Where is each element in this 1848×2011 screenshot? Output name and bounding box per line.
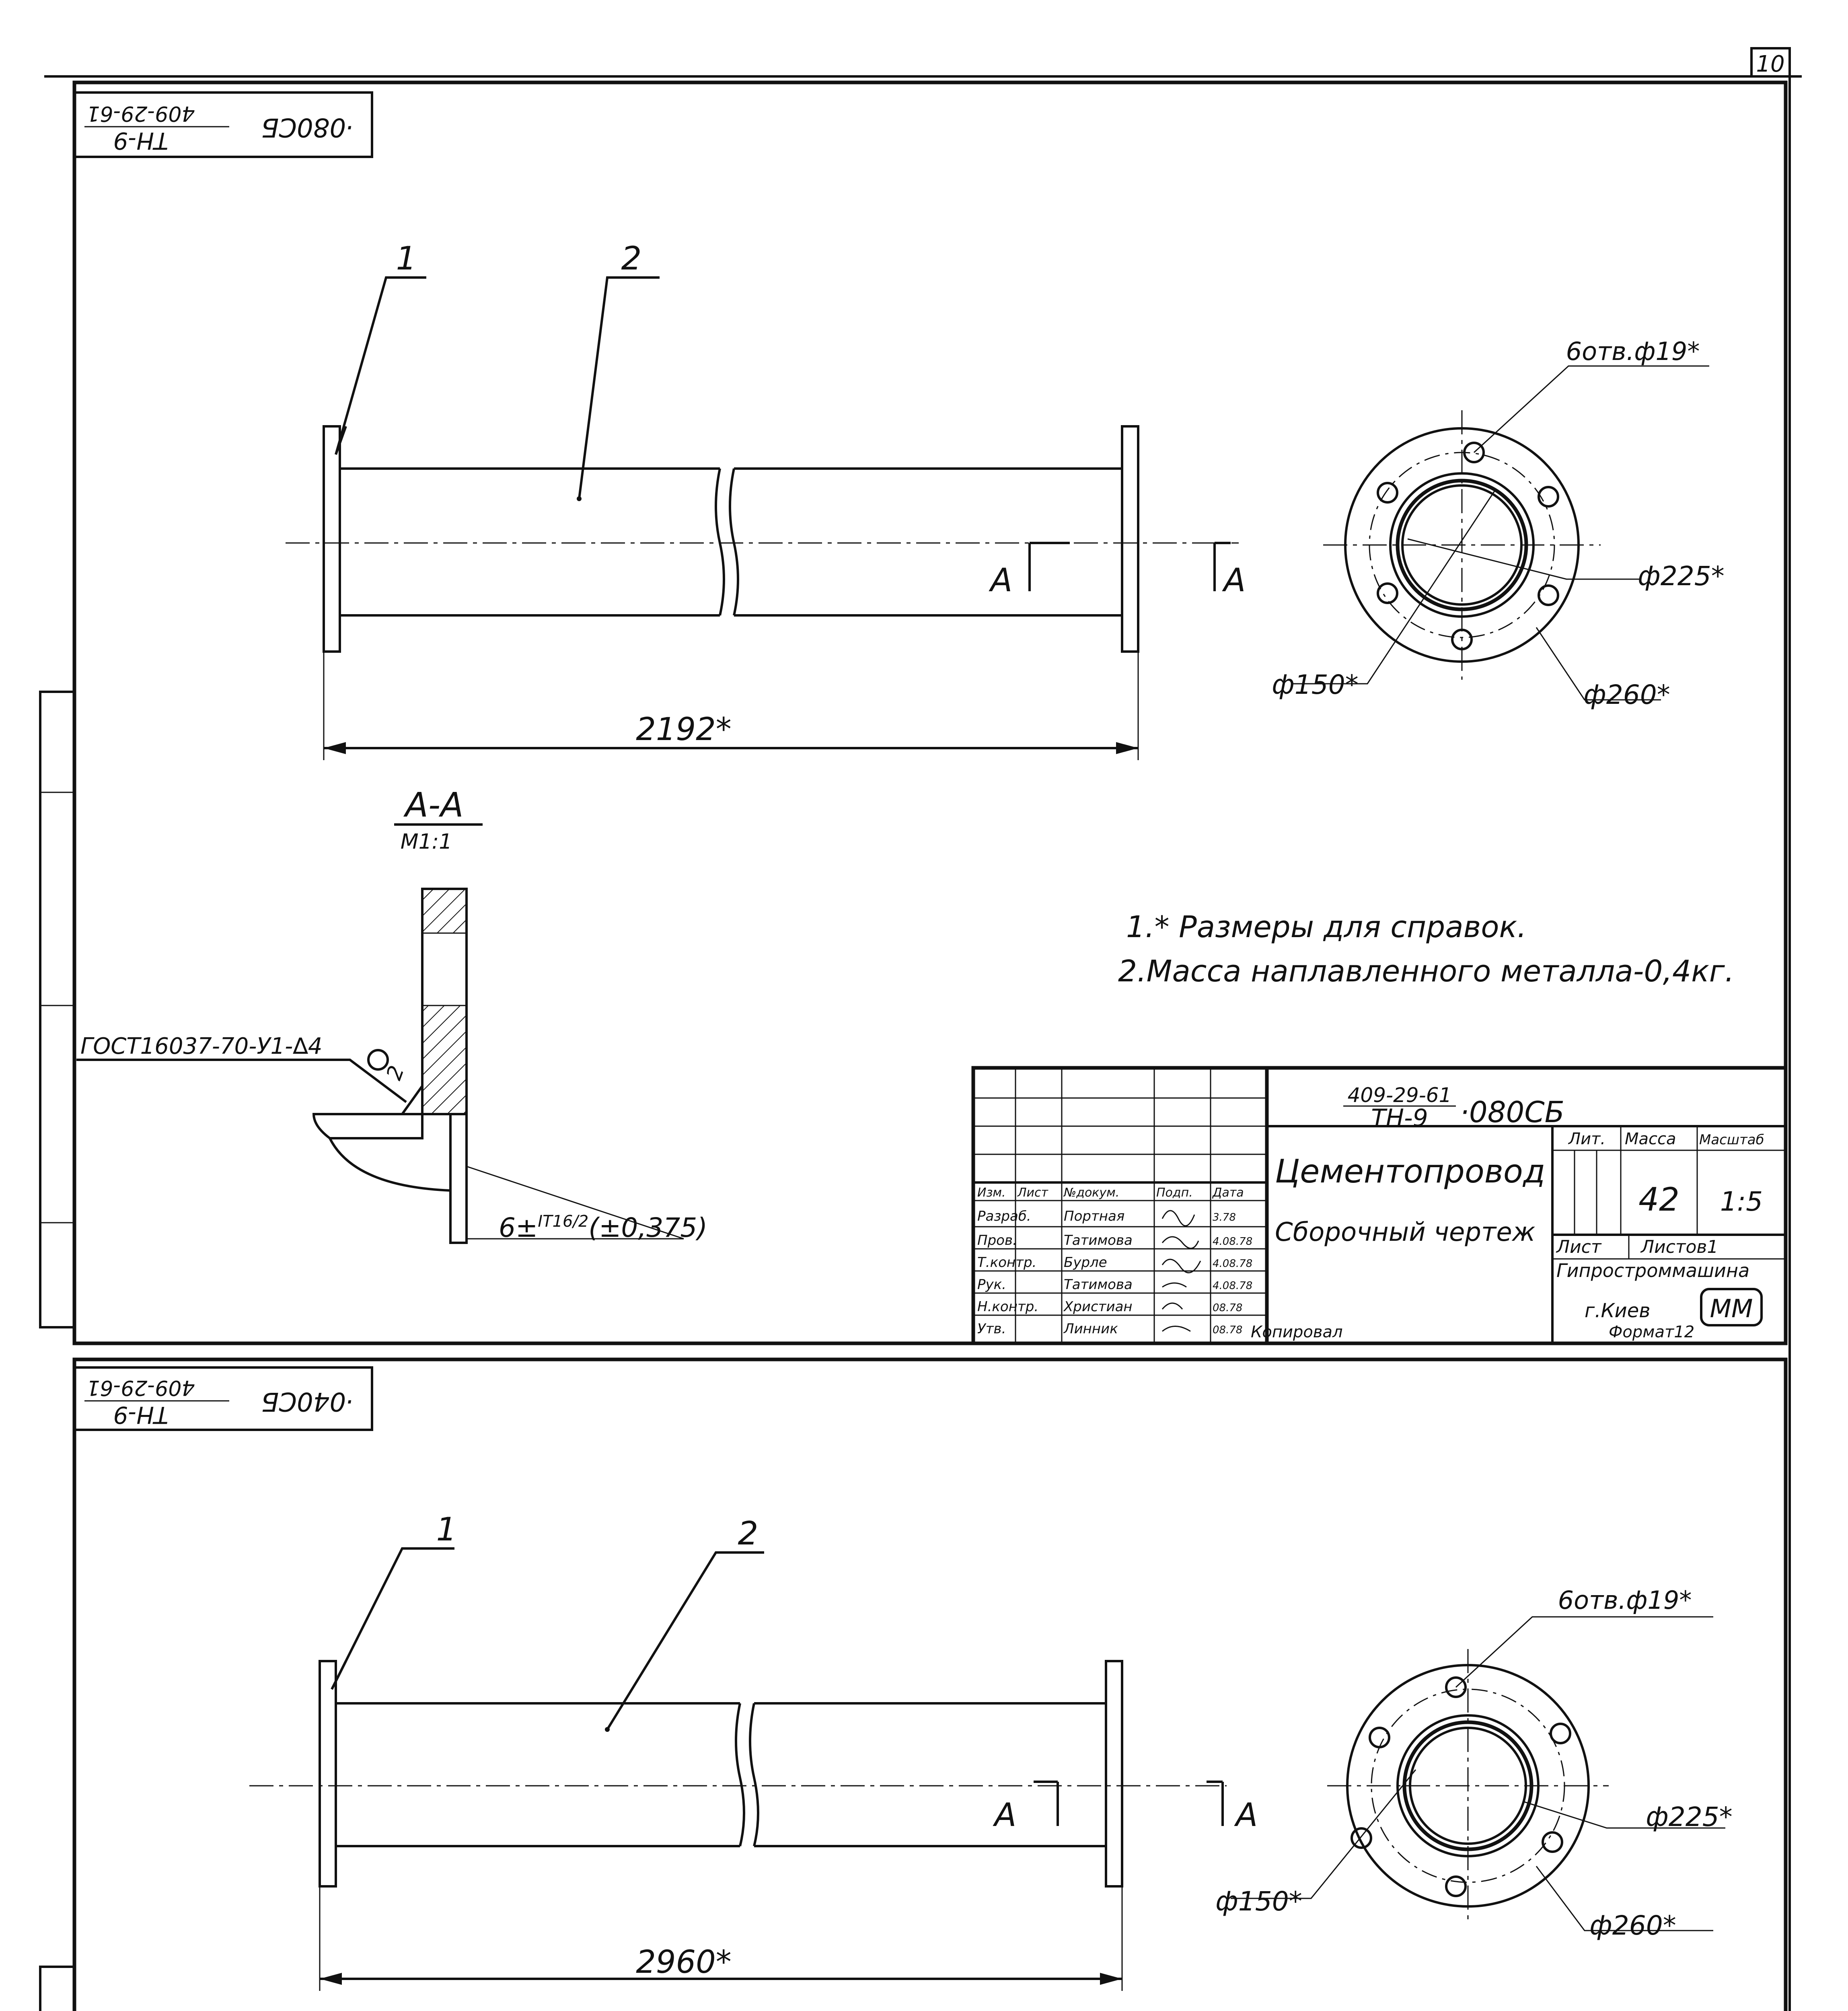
format-top: Формат12 bbox=[1609, 1323, 1695, 1341]
holes-label: 6отв.ф19* bbox=[1566, 337, 1700, 366]
col-header-doc: №докум. bbox=[1064, 1186, 1120, 1200]
title-code-upper: 409-29-61 bbox=[1347, 1084, 1452, 1107]
stamp-code-lower: ТН-9 bbox=[113, 127, 169, 154]
signer-name: Татимова bbox=[1064, 1232, 1133, 1248]
dia-150-label: ф150* bbox=[1272, 669, 1359, 700]
length-dimension: 2192* bbox=[636, 711, 732, 748]
signature-grid bbox=[973, 1068, 1267, 1343]
section-mark-right: А bbox=[1223, 561, 1246, 599]
sheet-label: Лист bbox=[1556, 1237, 1601, 1257]
section-title: А-А bbox=[405, 785, 464, 825]
drawing-bottom bbox=[74, 1359, 1786, 2011]
flange-end-view bbox=[1272, 337, 1724, 710]
signer-role: Рук. bbox=[977, 1277, 1006, 1293]
signer-name: Татимова bbox=[1064, 1277, 1133, 1293]
hdr-mass: Масса bbox=[1625, 1130, 1676, 1148]
gap-value: 6±$^{IT16/2}$(±0,375) bbox=[499, 1212, 708, 1243]
stamp-top bbox=[74, 93, 372, 157]
dia-225-label: ф225* bbox=[1646, 1801, 1733, 1832]
sheets-label: Листов1 bbox=[1641, 1237, 1718, 1257]
signer-date: 08.78 bbox=[1213, 1302, 1243, 1314]
signer-name: Линник bbox=[1064, 1321, 1118, 1337]
dia-260-label: ф260* bbox=[1589, 1910, 1676, 1941]
signer-date: 3.78 bbox=[1213, 1211, 1236, 1223]
section-mark-left: А bbox=[990, 561, 1013, 599]
section-mark-right: А bbox=[1235, 1796, 1258, 1834]
signer-role: Разраб. bbox=[977, 1208, 1031, 1224]
col-header-date: Дата bbox=[1213, 1186, 1244, 1200]
section-scale: М1:1 bbox=[400, 830, 452, 854]
flange-end-view bbox=[1215, 1585, 1732, 1941]
title-code-suffix: ·080СБ bbox=[1460, 1095, 1564, 1129]
leader-1: 1 bbox=[436, 1511, 457, 1548]
weld-number: 2 bbox=[382, 1062, 409, 1084]
city: г.Киев bbox=[1585, 1300, 1651, 1322]
leader-2: 2 bbox=[738, 1515, 759, 1552]
col-header-list: Лист bbox=[1018, 1186, 1048, 1200]
title-block-top bbox=[973, 1068, 1786, 1343]
dia-260-label: ф260* bbox=[1583, 679, 1670, 710]
length-dimension: 2960* bbox=[636, 1944, 732, 1980]
title-code-lower: ТН-9 bbox=[1371, 1104, 1428, 1132]
signer-date: 4.08.78 bbox=[1213, 1280, 1253, 1292]
note-2: 2.Масса наплавленного металла-0,4кг. bbox=[1118, 954, 1735, 989]
pipe-side-view bbox=[249, 1511, 1258, 1991]
pipe-side-view bbox=[286, 240, 1246, 760]
sheet-number: 10 bbox=[1756, 51, 1785, 77]
stamp-code-upper: 409-29-61 bbox=[86, 1376, 195, 1400]
col-header-sign: Подп. bbox=[1156, 1186, 1193, 1200]
signer-name: Христиан bbox=[1064, 1299, 1133, 1315]
signer-role: Утв. bbox=[977, 1321, 1006, 1337]
dia-150-label: ф150* bbox=[1215, 1886, 1302, 1917]
copied-by-top: Копировал bbox=[1251, 1323, 1343, 1341]
signer-date: 4.08.78 bbox=[1213, 1236, 1253, 1248]
organization: Гипростроммашина bbox=[1556, 1260, 1750, 1281]
signer-name: Бурле bbox=[1064, 1254, 1107, 1271]
stamp-bottom bbox=[74, 1367, 372, 1430]
mass-value: 42 bbox=[1638, 1181, 1679, 1218]
stamp-suffix: ·040СБ bbox=[261, 1386, 354, 1416]
stamp-code-upper: 409-29-61 bbox=[86, 101, 195, 125]
leader-1: 1 bbox=[396, 240, 417, 277]
section-a-a bbox=[76, 785, 707, 1243]
signer-role: Пров. bbox=[977, 1232, 1017, 1248]
note-1: 1.* Размеры для справок. bbox=[1126, 910, 1527, 944]
leader-2: 2 bbox=[621, 240, 642, 277]
drawing-bottom-frame bbox=[74, 1359, 1786, 2011]
org-logo: ММ bbox=[1710, 1294, 1753, 1323]
drawing-name: Цементопровод bbox=[1275, 1153, 1546, 1190]
stamp-suffix: ·080СБ bbox=[261, 112, 354, 142]
section-mark-left: А bbox=[994, 1796, 1017, 1834]
signer-date: 08.78 bbox=[1213, 1324, 1243, 1336]
drawing-top bbox=[74, 82, 1786, 1343]
hdr-lit: Лит. bbox=[1568, 1130, 1606, 1148]
col-header-izm: Изм. bbox=[977, 1186, 1006, 1200]
signer-name: Портная bbox=[1064, 1208, 1125, 1224]
scale-value: 1:5 bbox=[1720, 1186, 1763, 1217]
sheet-frame bbox=[40, 48, 1802, 2011]
drawing-type: Сборочный чертеж bbox=[1275, 1217, 1536, 1247]
weld-standard: ГОСТ16037-70-У1-∆4 bbox=[80, 1033, 323, 1059]
dia-225-label: ф225* bbox=[1638, 561, 1725, 592]
signer-date: 4.08.78 bbox=[1213, 1258, 1253, 1270]
signer-role: Н.контр. bbox=[977, 1299, 1039, 1315]
holes-label: 6отв.ф19* bbox=[1558, 1585, 1692, 1615]
hdr-scale: Масштаб bbox=[1699, 1132, 1764, 1148]
stamp-code-lower: ТН-9 bbox=[113, 1401, 169, 1429]
signer-role: Т.контр. bbox=[977, 1254, 1037, 1271]
